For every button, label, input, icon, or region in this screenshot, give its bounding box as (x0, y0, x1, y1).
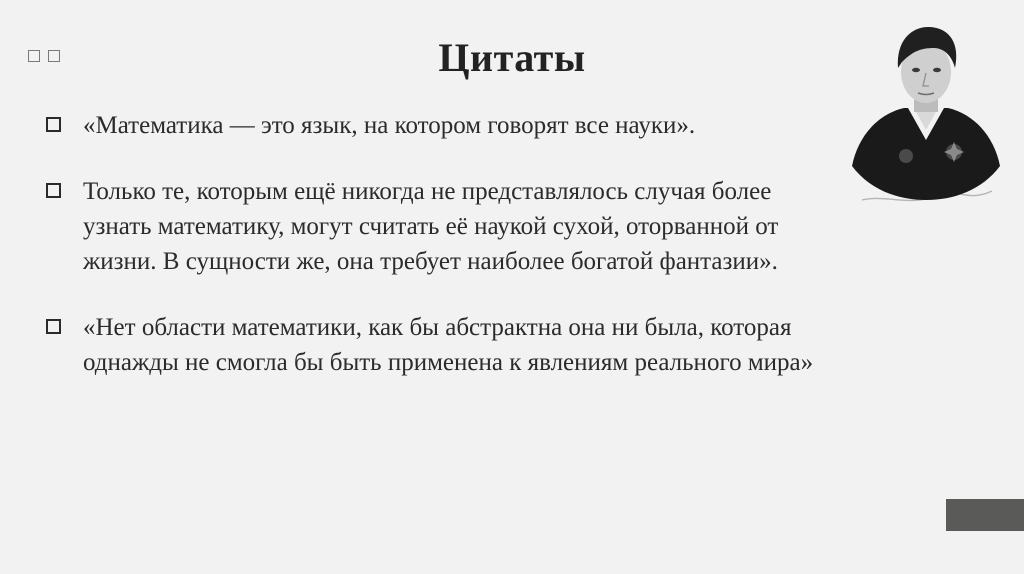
quote-item (46, 108, 826, 143)
square-bullet-icon (46, 319, 61, 334)
quote-text: «Математика — это язык, на котором говорят все науки». (83, 112, 696, 139)
quote-item (46, 174, 826, 279)
square-bullet-icon (46, 117, 61, 132)
quote-item (46, 310, 826, 380)
quote-text: Только те, которым ещё никогда не представлялось случая более узнать математику, могут считать её наукой сухой, оторванной от жизни. В сущности же, она требует наиболее богатой фантазии». (83, 178, 779, 275)
portrait-image (842, 18, 1010, 214)
accent-bar (946, 499, 1024, 531)
quote-text: «Нет области математики, как бы абстрактна она ни была, которая однажды не смогла бы быть применена к явлениям реального мира» (83, 314, 814, 376)
quote-list (46, 108, 826, 411)
slide-title: Цитаты (438, 35, 586, 80)
square-bullet-icon (46, 183, 61, 198)
